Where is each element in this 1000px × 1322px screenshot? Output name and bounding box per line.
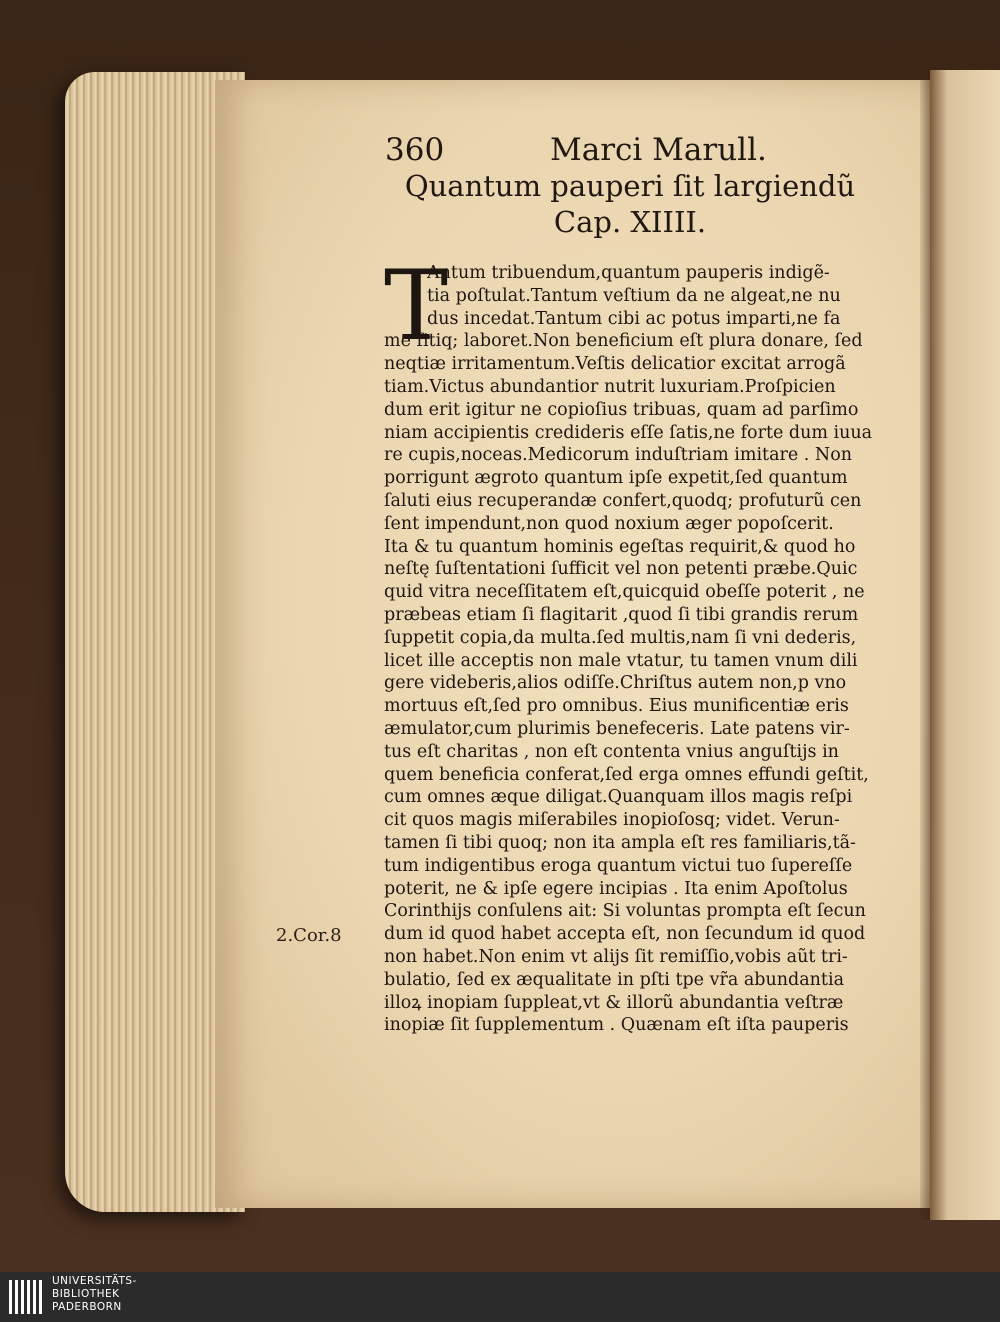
text-line: tum indigentibus eroga quantum victui tuo ſupereſſe bbox=[384, 855, 853, 876]
text-line: neqtiæ irritamentum.Veſtis delicatior excitat arrogã bbox=[384, 354, 846, 375]
text-line: tus eſt charitas , non eſt contenta vnius anguſtijs in bbox=[384, 741, 839, 762]
margin-note: 2.Cor.8 bbox=[276, 925, 342, 946]
facing-page bbox=[930, 70, 1000, 1220]
text-line: quid vitra neceſſitatem eſt,quicquid obeſſe poterit , ne bbox=[384, 582, 865, 603]
drop-cap: T bbox=[384, 250, 449, 362]
text-line: ſent impendunt,non quod noxium æger popoſcerit. bbox=[384, 513, 834, 534]
text-line: cit quos magis miſerabiles inopioſosq; videt. Verun- bbox=[384, 810, 840, 831]
text-line: gere videberis,alios odiſſe.Chriſtus autem non,p vno bbox=[384, 673, 847, 694]
text-line: poterit, ne & ipſe egere incipias . Ita enim Apoſtolus bbox=[384, 878, 848, 899]
chapter-title bbox=[380, 168, 880, 240]
text-line: inopiæ ſit ſupplementum . Quænam eſt iſta pauperis bbox=[384, 1015, 849, 1036]
text-line: illoꝝ inopiam ſuppleat,vt & illorũ abundantia veſtræ bbox=[384, 992, 844, 1013]
text-line: me ſitiq; laboret.Non beneficium eſt plura donare, ſed bbox=[384, 331, 863, 352]
text-line: tia poſtulat.Tantum veſtium da ne algeat,ne nu bbox=[427, 285, 841, 306]
text-line: ſuppetit copia,da multa.ſed multis,nam ſi vni dederis, bbox=[384, 627, 857, 648]
text-line: æmulator,cum plurimis benefeceris. Late patens vir- bbox=[384, 718, 850, 739]
text-line: porrigunt ægroto quantum ipſe expetit,ſed quantum bbox=[384, 468, 848, 489]
chapter-title-line-2: Cap. XIIII. bbox=[553, 205, 707, 239]
running-head: Marci Marull. bbox=[550, 132, 767, 168]
text-line: Corinthijs conſulens ait: Si voluntas prompta eſt ſecun bbox=[384, 901, 866, 922]
text-line: bulatio, ſed ex æqualitate in pſti tpe vr̃a abundantia bbox=[384, 969, 844, 990]
text-line: dum id quod habet accepta eſt, non ſecundum id quod bbox=[384, 924, 866, 945]
logo-line-2: BIBLIOTHEK bbox=[52, 1288, 120, 1300]
chapter-title-line-1: Quantum pauperi ſit largiendũ bbox=[404, 169, 856, 203]
text-line: tiam.Victus abundantior nutrit luxuriam.Proſpicien bbox=[384, 376, 836, 397]
text-line: re cupis,noceas.Medicorum induſtriam imitare . Non bbox=[384, 445, 853, 466]
text-line: præbeas etiam ſi flagitarit ,quod ſi tibi grandis rerum bbox=[384, 604, 859, 625]
text-line: quem beneficia conferat,ſed erga omnes effundi geſtit, bbox=[384, 764, 869, 785]
logo-line-3: PADERBORN bbox=[52, 1301, 122, 1313]
text-line: Ita & tu quantum hominis egeſtas requirit,& quod ho bbox=[384, 536, 856, 557]
text-line: licet ille acceptis non male vtatur, tu tamen vnum dili bbox=[384, 650, 858, 671]
text-line: ſaluti eius recuperandæ confert,quodq; profuturũ cen bbox=[384, 490, 862, 511]
text-line: dus incedat.Tantum cibi ac potus imparti,ne fa bbox=[427, 308, 841, 329]
text-line: neſtę ſuſtentationi ſufficit vel non petenti præbe.Quic bbox=[384, 559, 858, 580]
footer-bar bbox=[0, 1272, 1000, 1322]
text-line: niam accipientis credideris eſſe ſatis,ne forte dum iuua bbox=[384, 422, 873, 443]
logo-line-1: UNIVERSITÄTS- bbox=[52, 1275, 137, 1287]
text-line: cum omnes æque diligat.Quanquam illos magis reſpi bbox=[384, 787, 853, 808]
text-line: tamen ſi tibi quoq; non ita ampla eſt res familiaris,tã- bbox=[384, 832, 856, 853]
text-line: Antum tribuendum,quantum pauperis indigẽ- bbox=[427, 263, 830, 283]
library-logo-icon bbox=[8, 1276, 44, 1318]
text-line: mortuus eſt,ſed pro omnibus. Eius munificentiæ eris bbox=[384, 696, 849, 717]
text-line: dum erit igitur ne copioſius tribuas, quam ad parſimo bbox=[384, 399, 859, 420]
text-line: non habet.Non enim vt alijs ſit remiſſio,vobis aũt tri- bbox=[384, 946, 848, 967]
library-logo-text bbox=[52, 1275, 137, 1314]
page-number: 360 bbox=[385, 132, 445, 168]
body-text bbox=[384, 262, 886, 1037]
